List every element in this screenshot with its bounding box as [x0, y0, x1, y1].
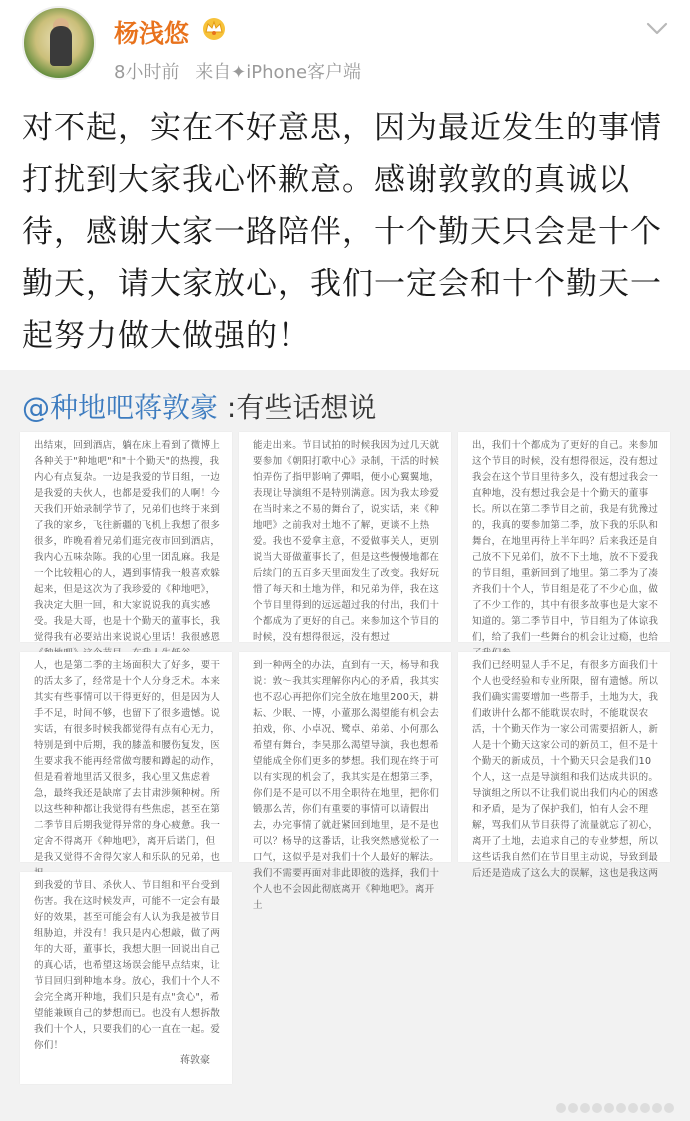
repost-title: [22, 386, 376, 426]
post-header: [0, 0, 690, 96]
post-body-text: 对不起，实在不好意思，因为最近发生的事情打扰到大家我心怀歉意。感谢敦敦的真诚以待，感谢大家一路陪伴，十个勤天只会是十个勤天，请大家放心，我们一定会和十个勤天一起努力做大做强的！: [22, 110, 662, 354]
post-source[interactable]: 来自✦iPhone客户端: [195, 62, 362, 83]
letter-image-1[interactable]: [20, 432, 232, 642]
letter-image-7[interactable]: [20, 872, 232, 1084]
watermark-dots: [556, 1098, 676, 1114]
letter-image-text: 出，我们十个都成为了更好的自己。来参加这个节目的时候，没有想得很远，没有想过我会在这个节目里待多久，没有想过我会一直种地，没有想过我会是十个勤天的董事长。所以在第二季节目之前，我是有犹豫过的，我真的要参加第二季，放下我的乐队和舞台，在地里再待上半年吗？后来我还是自己放不下兄弟们，放不下土地，放不下爱我的节目组，重新回到了地里。第二季为了凑齐我们十个人，节目组是花了不少心血，做了不少工作的，其中有很多故事也是大家不知道的。第二季节目中，节目组为了体谅我们，给了我们一些舞台的机会让过瘾，也给: [472, 440, 659, 643]
letter-image-text: 到我爱的节目、杀伙人、节目组和平台受到伤害。我在这时候发声，可能不一定会有最好的效果，甚至可能会有人认为我是被节目组胁迫，并没有！我只是内心想敲，做了两年的大哥，董事长，我想大胆一回说出自己的真心话，也希望这场误会能早点结束，让节目回归到种地本身。放心，我们十个人不会完全离开种地，我们只是有点"贪心"，希望能兼顾自己的梦想而已。也没有人想拆散我们十个人，只要我们的心一直在一起。爱你们！: [34, 880, 221, 1051]
letter-image-text: 我们已经明显人手不足，有很多方面我们十个人也受经验和专业所限，留有遗憾。所以我们确实需要增加一些帮手，土地为大，我们敢讲什么都不能耽误农时，不能耽误农活，十个勤天作为一家公司需要招新人，新人是十个勤天这家公司的新员工，但不是十个勤天的新成员，十个勤天只会是我们10个人，这一点是导演组和我们达成共识的。导演组之所以不让我们说出我们内心的困惑和矛盾，是为了保护我们，怕有人会不理解，骂我们从节目获得了流量就忘了初心，离开了土地，去追求自己的专业梦想，所以这些话我自然们在节目里主动说，导致到最后还是造成了这么大的误解，这也是我这两: [472, 660, 659, 879]
user-avatar[interactable]: [22, 6, 96, 80]
repost-section[interactable]: [0, 370, 690, 1121]
letter-image-text: 人，也是第二季的主场面积大了好多，要干的活太多了，经常是十个人分身乏术。本来其实有些事情可以干得更好的，但是因为人手不足，时间不够，也留下了很多遗憾。说实话，有很多时候我都觉得有点有心无力，特别是到中后期，我的膝盖和腰伤复发，医生要求我不能再经常做弯腰和蹲起的动作，但是看着地里活又很多，我心里又焦虑着急，最终我还是缺席了去甘肃涉频种树。所以这些种种都让我觉得有些焦虑，甚至在第二季节目后期我觉得异常的身心疲惫。我一定舍不得离开《种地吧》，离开后诺门，但是我又觉得不舍得欠家人和乐队的兄弟，也: [34, 660, 221, 863]
letter-image-5[interactable]: [239, 652, 451, 911]
letter-image-4[interactable]: [20, 652, 232, 862]
repost-title-text: :有些话想说: [218, 391, 377, 424]
chevron-down-icon[interactable]: [646, 22, 668, 36]
crown-badge-icon: [200, 16, 228, 40]
letter-image-text: 出结束，回到酒店，躺在床上看到了微博上各种关于"种地吧"和"十个勤天"的热搜，我内心有点复杂。一边是我爱的节目组，一边是我爱的夫伙人，也都是爱我们的人啊！今天我们开始录制学节了，兄弟们也终于来到了我的家乡，飞往新疆的飞机上我想了很多很多，昨晚看着兄弟们逛完夜市回到酒店，我内心五味杂陈。我的心里一团乱麻。我是一个比较粗心的人，遇到事情我一般喜欢躲起来，但是这次为了我珍爱的《种地吧》，我决定大胆一回，和大家说说我的真实感受。我是大哥，也是十个勤天的董事长，我觉得我有必要站出来说说心里话！我很感恩: [34, 440, 221, 643]
username[interactable]: 杨浅悠: [114, 19, 190, 48]
letter-image-6[interactable]: [458, 652, 670, 879]
post-time: 8小时前: [114, 62, 180, 83]
post-meta: [114, 58, 371, 84]
letter-image-2[interactable]: [239, 432, 451, 642]
letter-signature: 蒋敦豪: [180, 1055, 210, 1066]
avatar-figure: [50, 26, 72, 66]
letter-image-3[interactable]: [458, 432, 670, 642]
repost-mention-link[interactable]: @种地吧蒋敦豪: [22, 391, 219, 424]
letter-image-text: 到一种两全的办法，直到有一天，杨导和我说：敦～我其实理解你内心的矛盾，我其实也不忍心再把你们完全放在地里200天，耕耘、少眠、一博，小董那么渴望能有机会去拍戏，你、小卓况、鹭卓、弟弟、小何那么希望有舞台，李昊那么渴望导演，我也想希望能成全你们更多的梦想。我们现在终于可以有实现的机会了，我其实是在想第三季，你们是不是可以不用全职待在地里，把你们锻那么苦，你们有重要的事情可以请假出去，办完事情了就赶紧回到地里，是不是也可以？杨导的这番话，让我突然感觉松了一口气，这似乎是对我们十个人最好的解法。我们不需要再面对非此即彼的选择，我们十个人也不会因此彻底离开《种地吧》。离开土: [253, 660, 440, 911]
letter-image-text: 能走出来。节目试拍的时候我因为过几天就要参加《朝阳打歌中心》录制，干活的时候怕弄伤了指甲影响了彈唱，便小心翼翼地，表现让导演组不是特别满意。因为我太珍爱在当时来之不易的舞台了，说实话，来《种地吧》之前我对土地不了解，更谈不上热爱。我也不爱拿主意，不爱做事关人，更别说当大哥做董事长了，但是这些慢慢地都在后续门的五百多天里面发生了改变。我好玩惜了每天和土地为伴，和兄弟为伴，我在这个节目里得到的远远超过我的付出，我们十个都成为了更好的自己。来参加这个节目的时候，没有想得很远，没有想过: [253, 440, 440, 643]
